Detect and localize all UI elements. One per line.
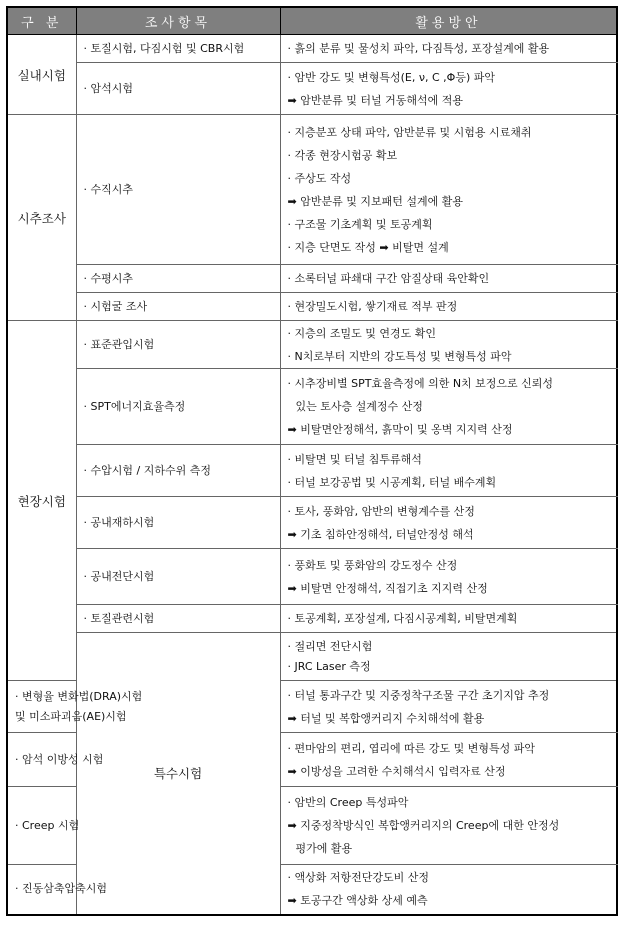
survey-item-line: · 수직시추 (83, 182, 133, 196)
survey-item-cell (76, 293, 280, 321)
application-cell (280, 497, 617, 549)
table-row (7, 63, 617, 115)
table-row (7, 549, 617, 605)
table-row (7, 369, 617, 445)
application-line: · 지층의 조밀도 및 연경도 확인 (287, 326, 436, 340)
application-line: · 시추장비별 SPT효율측정에 의한 N치 보정으로 신뢰성 (287, 377, 554, 390)
application-line: 있는 토사층 설계정수 산정 (295, 400, 423, 413)
application-line: · 풍화토 및 풍화암의 강도정수 산정 (287, 558, 458, 572)
survey-item-line: · 진동삼축압축시험 (15, 882, 108, 896)
survey-item-line: 및 미소파괴음(AE)시험 (15, 709, 127, 723)
survey-item-line: · 토질시험, 다짐시험 및 CBR시험 (83, 41, 245, 55)
survey-item-line: · 절리면 전단시험 (287, 639, 373, 653)
arrow-result-line: ➡ 기초 침하안정해석, 터널안정성 해석 (287, 527, 474, 541)
application-line: · 소록터널 파쇄대 구간 암질상태 육안확인 (287, 272, 490, 285)
application-line: · 편마암의 편리, 엽리에 따른 강도 및 변형특성 파악 (287, 741, 535, 755)
survey-item-cell (7, 681, 143, 733)
arrow-result-line: ➡ 비탈면안정해석, 흙막이 및 옹벽 지지력 산정 (287, 423, 513, 436)
application-line: 평가에 활용 (295, 842, 353, 855)
application-line: · 터널 통과구간 및 지중정착구조물 구간 초기지압 추정 (287, 688, 550, 702)
survey-item-line: · SPT에너지효율측정 (83, 399, 186, 413)
survey-item-line: · JRC Laser 측정 (287, 659, 371, 673)
header-category: 구 분 (7, 7, 76, 35)
survey-test-table (6, 6, 618, 916)
survey-item-cell (76, 369, 280, 445)
application-line: · 각종 현장시험공 확보 (287, 148, 398, 162)
application-cell (280, 787, 617, 865)
application-cell (280, 865, 617, 915)
survey-item-cell (76, 265, 280, 293)
application-cell (280, 369, 617, 445)
application-line: · N치로부터 지반의 강도특성 및 변형특성 파악 (287, 349, 512, 363)
table-row (7, 633, 617, 681)
survey-item-cell (76, 497, 280, 549)
survey-item-line: · 공내재하시험 (83, 515, 155, 529)
survey-item-line: · 수평시추 (83, 271, 133, 285)
application-cell (280, 115, 617, 265)
survey-item-cell (7, 733, 104, 787)
survey-item-cell (76, 445, 280, 497)
survey-item-cell (76, 549, 280, 605)
application-line: · 액상화 저항전단강도비 산정 (287, 871, 429, 885)
survey-item-cell (76, 35, 280, 63)
table-row (7, 35, 617, 63)
application-cell (280, 549, 617, 605)
header-row (7, 7, 617, 35)
survey-item-line: · 시험굴 조사 (83, 299, 148, 313)
survey-item-cell (76, 605, 280, 633)
application-cell (280, 265, 617, 293)
application-line: · 현장밀도시험, 쌓기재료 적부 판정 (287, 300, 458, 313)
application-line: · 토공계획, 포장설계, 다짐시공계획, 비탈면계획 (287, 612, 518, 625)
arrow-result-line: ➡ 토공구간 액상화 상세 예측 (287, 894, 428, 908)
application-line: · 구조물 기초계획 및 토공계획 (287, 217, 433, 231)
survey-item-cell (76, 321, 280, 369)
table-row (7, 497, 617, 549)
survey-item-line: · Creep 시험 (15, 818, 80, 832)
survey-item-cell (7, 865, 108, 915)
category-cell: 특수시험 (76, 633, 280, 915)
arrow-result-line: ➡ 암반분류 및 터널 거동해석에 적용 (287, 93, 463, 107)
application-cell (280, 733, 617, 787)
application-line: · 토사, 풍화암, 암반의 변형계수를 산정 (287, 504, 475, 518)
header-survey-item: 조사항목 (76, 7, 280, 35)
survey-item-cell (280, 633, 617, 681)
application-cell (280, 681, 617, 733)
category-cell: 시추조사 (7, 115, 76, 321)
application-cell (280, 605, 617, 633)
survey-item-line: · 표준관입시험 (83, 337, 155, 351)
application-line: · 흙의 분류 및 물성치 파악, 다짐특성, 포장설계에 활용 (287, 42, 550, 55)
survey-item-cell (76, 115, 280, 265)
table-row (7, 265, 617, 293)
table-row (7, 445, 617, 497)
table-body (7, 35, 617, 915)
application-cell (280, 63, 617, 115)
header-application: 활용방안 (280, 7, 617, 35)
arrow-result-line: ➡ 지중정착방식인 복합앵커리지의 Creep에 대한 안정성 (287, 819, 560, 832)
table-row (7, 321, 617, 369)
application-line: · 주상도 작성 (287, 171, 352, 185)
table-row (7, 115, 617, 265)
application-line: · 지층분포 상태 파악, 암반분류 및 시험용 시료채취 (287, 125, 532, 139)
application-line: · 터널 보강공법 및 시공계획, 터널 배수계획 (287, 475, 497, 489)
application-line: · 지층 단면도 작성 ➡ 비탈면 설계 (287, 240, 449, 254)
application-cell (280, 321, 617, 369)
category-cell: 현장시험 (7, 321, 76, 681)
category-cell: 실내시험 (7, 35, 76, 115)
arrow-result-line: ➡ 암반분류 및 지보패턴 설계에 활용 (287, 194, 463, 208)
application-line: · 비탈면 및 터널 침투류해석 (287, 452, 422, 466)
table-row (7, 293, 617, 321)
survey-item-line: · 공내전단시험 (83, 569, 155, 583)
arrow-result-line: ➡ 비탈면 안정해석, 직접기초 지지력 산정 (287, 581, 488, 595)
application-line: · 암반 강도 및 변형특성(E, ν, C ,Φ등) 파악 (287, 70, 495, 84)
survey-item-cell (76, 63, 280, 115)
survey-item-line: · 암석시험 (83, 81, 133, 95)
application-cell (280, 35, 617, 63)
application-cell (280, 445, 617, 497)
survey-item-line: · 변형율 변화법(DRA)시험 (15, 689, 143, 703)
application-cell (280, 293, 617, 321)
arrow-result-line: ➡ 터널 및 복합앵커리지 수치해석에 활용 (287, 711, 485, 725)
table-row (7, 605, 617, 633)
arrow-result-line: ➡ 이방성을 고려한 수치해석시 입력자료 산정 (287, 764, 506, 778)
survey-item-line: · 수압시험 / 지하수위 측정 (83, 463, 211, 477)
survey-item-line: · 암석 이방성 시험 (15, 752, 104, 766)
survey-item-line: · 토질관련시험 (83, 611, 155, 625)
application-line: · 암반의 Creep 특성파악 (287, 796, 409, 809)
survey-item-cell (7, 787, 80, 865)
